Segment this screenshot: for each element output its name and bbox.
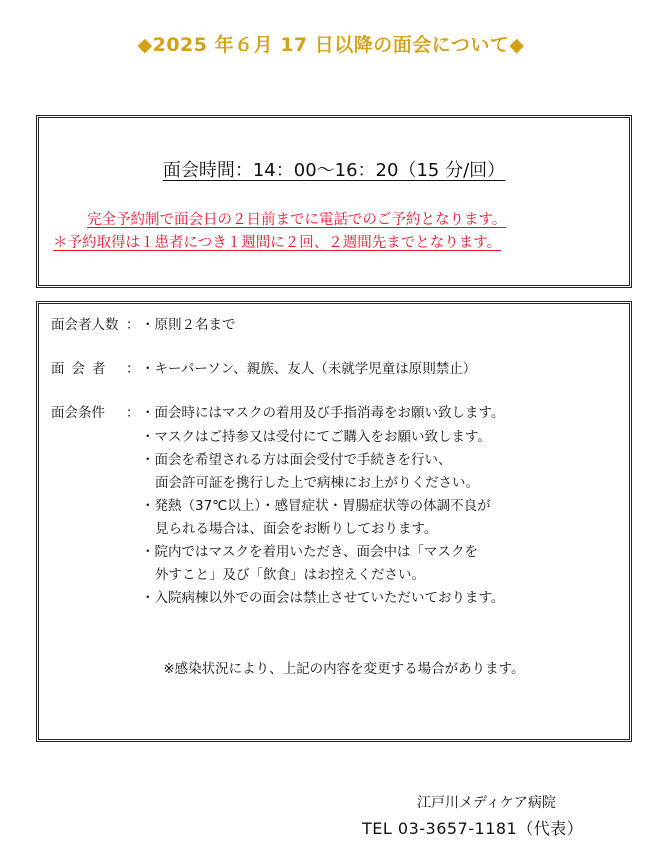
conditions-colon: ： [126, 405, 140, 421]
visiting-hours-text: 面会時間：14：00〜16：20（15 分/回） [162, 160, 506, 181]
condition-item: ・入院病棟以外での面会は禁止させていただいております。 [141, 590, 505, 606]
change-footnote: ※感染状況により、上記の内容を変更する場合があります。 [163, 661, 525, 677]
visiting-hours [39, 156, 629, 182]
visiting-hours-box [36, 115, 632, 288]
conditions-label: 面会条件 [51, 405, 105, 421]
hospital-name: 江戸川メディケア病院 [417, 795, 556, 811]
condition-item: ・発熱（37℃以上）・感冒症状・胃腸症状等の体調不良が [141, 498, 491, 514]
condition-item-continued: 面会許可証を携行した上で病棟にお上がりください。 [155, 475, 479, 491]
visitors-count-value: ・原則２名まで [141, 317, 236, 333]
visiting-rules-box [36, 301, 632, 742]
visitors-value: ・キーパーソン、親族、友人（未就学児童は原則禁止） [141, 361, 477, 377]
condition-item: ・マスクはご持参又は受付にてご購入をお願い致します。 [141, 429, 491, 445]
visitors-label: 面会者 [51, 361, 113, 377]
visitors-colon: ： [126, 361, 140, 377]
reservation-notice: 完全予約制で面会日の２日前までに電話でのご予約となります。 [87, 212, 507, 228]
visitors-count-colon: ： [126, 317, 140, 333]
condition-item: ・院内ではマスクを着用いただき、面会中は「マスクを [141, 544, 478, 560]
visitors-count-label: 面会者人数 [51, 317, 119, 333]
condition-item-continued: 外すこと」及び「飲食」はお控えください。 [155, 567, 425, 583]
condition-item-continued: 見られる場合は、面会をお断りしております。 [155, 521, 438, 537]
page-title: ◆2025 年６月 17 日以降の面会について◆ [137, 34, 525, 56]
condition-item: ・面会時にはマスクの着用及び手指消毒をお願い致します。 [141, 405, 505, 421]
reservation-limit-notice: ＊予約取得は１患者につき１週間に２回、２週間先までとなります。 [53, 235, 502, 251]
condition-item: ・面会を希望される方は面会受付で手続きを行い、 [141, 452, 452, 468]
hospital-tel: TEL 03-3657-1181（代表） [362, 819, 584, 838]
